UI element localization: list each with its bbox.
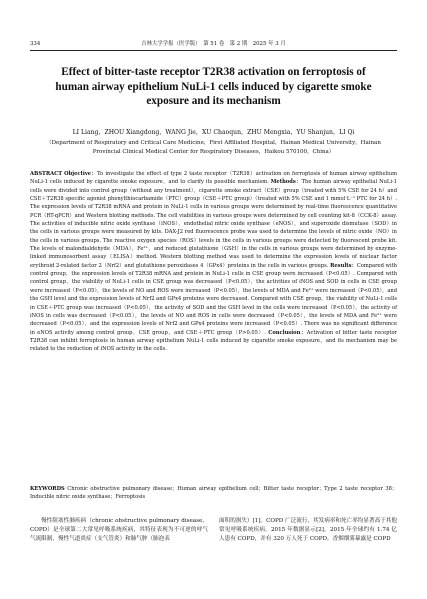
body-column-left: 慢性阻塞性肺疾病（chronic obstructive pulmonary disease，COPD）是全球第二大常见呼吸系统疾病，其特征表现为不可逆的呼气气流限制、慢性气道炎症（支气管炎）和肺气肿（肺泡表 — [30, 518, 208, 543]
journal-citation: 吉林大学学报（医学版） 第 51 卷 第 2 期 2025 年 3 月 — [141, 41, 286, 47]
author-list: LI Liang，ZHOU Xiangdong，WANG Jie，XU Chaoqun，ZHU Mengxia，YU Shanjun，LI Qi — [72, 129, 355, 136]
body-column-right: 面积的损失）[1]。COPD 广泛流行，其发病率和死亡率均显著高于其他常见呼吸系统疾病。2015 年数据显示[2]，2015 年全球约有 1.74 亿人患有 COPD，并有 320 万人死于 COPD。香烟烟雾暴露是 COPD — [219, 518, 397, 543]
abstract-label: ABSTRACT — [30, 171, 63, 177]
conclusion-label: Conclusion： — [268, 329, 307, 336]
running-header — [30, 38, 397, 51]
keywords-label: KEYWORDS — [30, 486, 65, 492]
results-label: Results： — [330, 262, 357, 269]
author-affiliation: （Department of Respiratory and Critical Care Medicine，First Affiliated Hospital，Hainan Medical University，Hainan Provincial Clinical Medical Center for Respiratory Diseases，Haikou 570100，China） — [46, 140, 381, 155]
methods-text: The human airway epithelial NuLi-1 cells were divided into control group（without any treatment），cigarette smoke extract（CSE）group（treated with 5% CSE for 24 h）and CSE＋T2R38 specific agonist phenylthiocarbamide（PTC）group（CSE＋PTC group）（treated with 5% CSE and 1 mmol·L⁻¹ PTC for 24 h）. The expression levels of T2R38 mRNA and protein in NuLi-1 cells in various groups were determined by real-time fluorescence quantitative PCR（RT-qPCR）and Western blotting methods. The cell viabilities in various groups were determined by cell counting kit-8（CCK-8）assay. The activities of inducible nitric oxide synthase（iNOS），endothelial nitric oxide synthase（eNOS），and superoxide dismutase（SOD）in the cells in various groups were measured by kits. DAX-J2 red fluorescence probe was used to determine the levels of nitric oxide（NO）in the cells in various groups. The reactive oxygen species（ROS）levels in the cells in various groups were detected by fluorescent probe kit. The levels of malondialdehyde（MDA），Fe²⁺，and reduced glutathione（GSH）in the cells in various groups were determined by enzyme-linked immunosorbent assay（ELISA）method. Western blotting method was used to determine the expression levels of nuclear factor erythroid 2-related factor 2（Nrf2）and glutathione peroxidases 4（GPx4）proteins in the cells in various groups. — [30, 179, 397, 269]
objective-label: Objective： — [64, 171, 98, 177]
abstract-section — [30, 170, 397, 354]
page-number: 334 — [30, 41, 41, 47]
methods-label: Methods： — [270, 179, 302, 186]
keywords-section — [30, 485, 397, 502]
article-title: Effect of bitter-taste receptor T2R38 activation on ferroptosis of human airway epithelium NuLi-1 cells induced by cigarette smoke exposure and its mechanism — [55, 66, 372, 107]
conclusion-text: Activation of bitter taste receptor T2R38 can inhibit ferroptosis in human airway epithelium NuLi-1 cells induced by cigarette smoke exposure，and its mechanism may be related to the reduction of iNOS activity in the cells. — [30, 329, 397, 353]
results-text: Compared with control group，the expression levels of T2R38 mRNA and protein in NuLi-1 cells in CSE group were increased（P<0.05）. Compared with control group，the viability of NuLi-1 cells in CSE group was decreased（P<0.05），the activities of iNOS and SOD in cells in CSE group were increased（P<0.05），the levels of NO and ROS were increased（P<0.05），the levels of MDA and Fe²⁺ were increased（P<0.05），and the GSH level and the expression levels of Nrf2 and GPx4 proteins were decreased. Compared with CSE group，the viability of NuLi-1 cells in CSE＋PTC group was increased（P<0.05），the activity of SOD and the GSH level in the cells were increased（P<0.05），the activity of iNOS in cells was decreased（P<0.05），the levels of NO and ROS in cells were decreased（P<0.05），the levels of MDA and Fe²⁺ were decreased（P<0.05），and the expression levels of Nrf2 and GPx4 proteins were increased（P<0.05）. There was no significant difference in eNOS activity among control group，CSE group，and CSE＋PTC group（P>0.05）. — [30, 262, 397, 336]
keywords-text: Chronic obstructive pulmonary disease；Human airway epithelium cell；Bitter taste receptor；Type 2 taste receptor 38；Inducible nitric oxide synthase；Ferroptosis — [30, 486, 398, 501]
objective-text: To investigate the effect of type 2 taste receptor（T2R38）activation on ferroptosis of human airway epithelium NuLi-1 cells induced by cigarette smoke exposure，and to clarify its possible mechanism. — [30, 171, 397, 186]
